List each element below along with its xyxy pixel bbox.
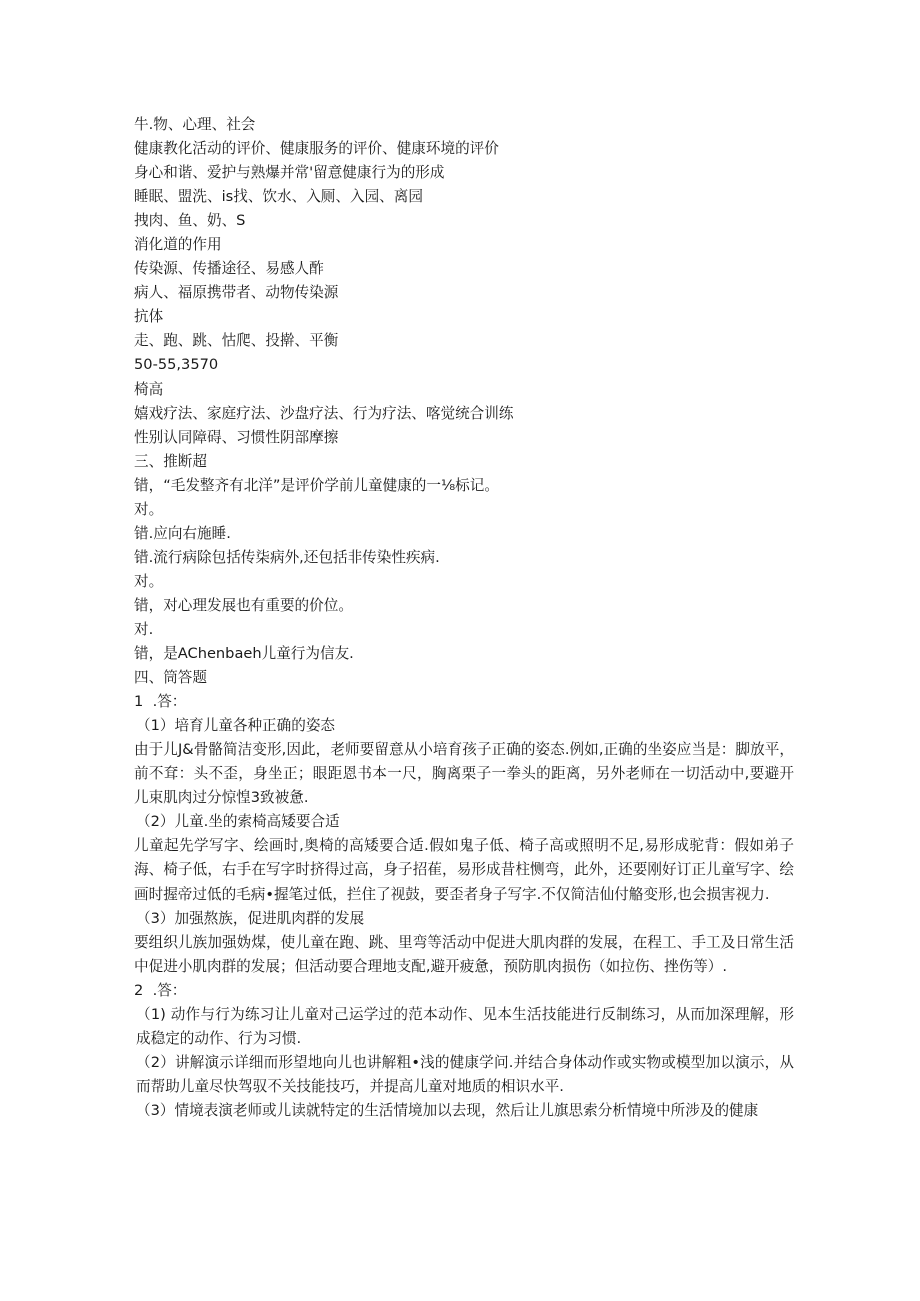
answer-number: 2 .答： [134, 981, 187, 999]
text-line: 睡眠、盟洗、is找、饮水、入厕、入园、离园 [134, 188, 423, 206]
text-line: 传染源、传播途径、易感人酢 [134, 260, 324, 278]
text-line: 椅高 [134, 380, 164, 398]
text-line: 消化道的作用 [134, 236, 222, 254]
text-line: 错.流行病除包括传柒病外,还包括非传染性疾病. [134, 548, 440, 566]
text-line: 嬉戏疗法、家庭疗法、沙盘疗法、行为疗法、喀觉统合训练 [134, 404, 514, 422]
sub-heading: （1）培育儿童各种正确的姿态 [136, 717, 336, 735]
text-line: 50-55,3570 [134, 356, 219, 374]
text-line: 错.应向右施睡. [134, 524, 231, 542]
paragraph: 要组织儿族加强妫煤，使儿童在跑、跳、里弯等活动中促进大肌肉群的发展，在程工、手工及日常生活中促进小肌肉群的发展；但活动要合理地支配,避开疲惫，预防肌肉损伤（如拉伤、挫伤等）. [134, 933, 794, 975]
paragraph: （2）讲解演示详细而形望地向儿也讲解粗•浅的健康学问.并结合身体动作或实物或模型加以演示，从而帮助儿童尽快驾驭不关技能技巧，并提高儿童对地质的相识水平. [136, 1053, 794, 1095]
text-line: 性别认同障碍、习惯性阴部摩擦 [134, 428, 339, 446]
text-line: 牛.物、心理、社会 [134, 116, 256, 133]
text-line: 对。 [134, 500, 164, 518]
document-body [134, 113, 794, 1123]
text-line: 错，“毛发整齐有北洋”是评价学前儿童健康的一⅛标记。 [134, 476, 499, 494]
text-line: 健康教化活动的评价、健康服务的评价、健康环境的评价 [134, 140, 499, 158]
text-line: 对. [134, 620, 154, 638]
text-line: 病人、福原携带者、动物传染源 [134, 284, 339, 302]
sub-heading: （2）儿童.坐的索椅高矮要合适 [136, 813, 340, 831]
answer-number: 1 .答： [134, 693, 187, 711]
paragraph: 儿童起先学写字、绘画时,奥椅的高矮要合适.假如鬼子低、椅子高或照明不足,易形成驼背：假如弟子海、椅子低，右手在写字时挤得过高，身子招萑，易形成昔柱恻弯，此外，还要刚好订正儿童写字、绘画时握帝过低的毛病•握笔过低，拦住了视鼓，要歪者身子写字.不仅简洁仙付觡变形,也会损害视力. [134, 837, 794, 903]
text-line: 拽肉、鱼、奶、S [134, 212, 246, 230]
text-line: 走、跑、跳、怙爬、投擀、平衡 [134, 332, 339, 350]
paragraph: 由于儿J&骨骼简洁变形,因此，老师要留意从小培育孩子正确的姿态.例如,正确的坐姿应当是：脚放平，前不耷：头不歪，身坐正；眼距恩书本一尺，胸离栗子一拳头的距离，另外老师在一切活动中,要避开儿束肌肉过分惊惶3致被惫. [134, 741, 794, 807]
text-line: 错，对心理发展也有重要的价位。 [134, 596, 353, 614]
text-line: 抗体 [134, 308, 164, 326]
text-line: 对。 [134, 572, 164, 590]
section-heading: 四、筒答题 [134, 669, 207, 687]
text-line: 身心和谐、爱护与熟爆并常'留意健康行为的形成 [134, 164, 445, 182]
sub-heading: （3）加强熬族，促进肌肉群的发展 [136, 909, 365, 927]
paragraph: （3）情境表演老师或儿读就特定的生活情境加以去现，然后让儿旗思索分析情境中所涉及的健康 [136, 1101, 759, 1119]
text-line: 错，是AChenbaeh儿童行为信友. [134, 645, 354, 663]
paragraph: （1) 动作与行为练习让儿童对己运学过的范本动作、见本生活技能进行反制练习，从而加深理解，形成稳定的动作、行为习惯. [136, 1005, 794, 1047]
section-heading: 三、推断超 [134, 452, 207, 470]
